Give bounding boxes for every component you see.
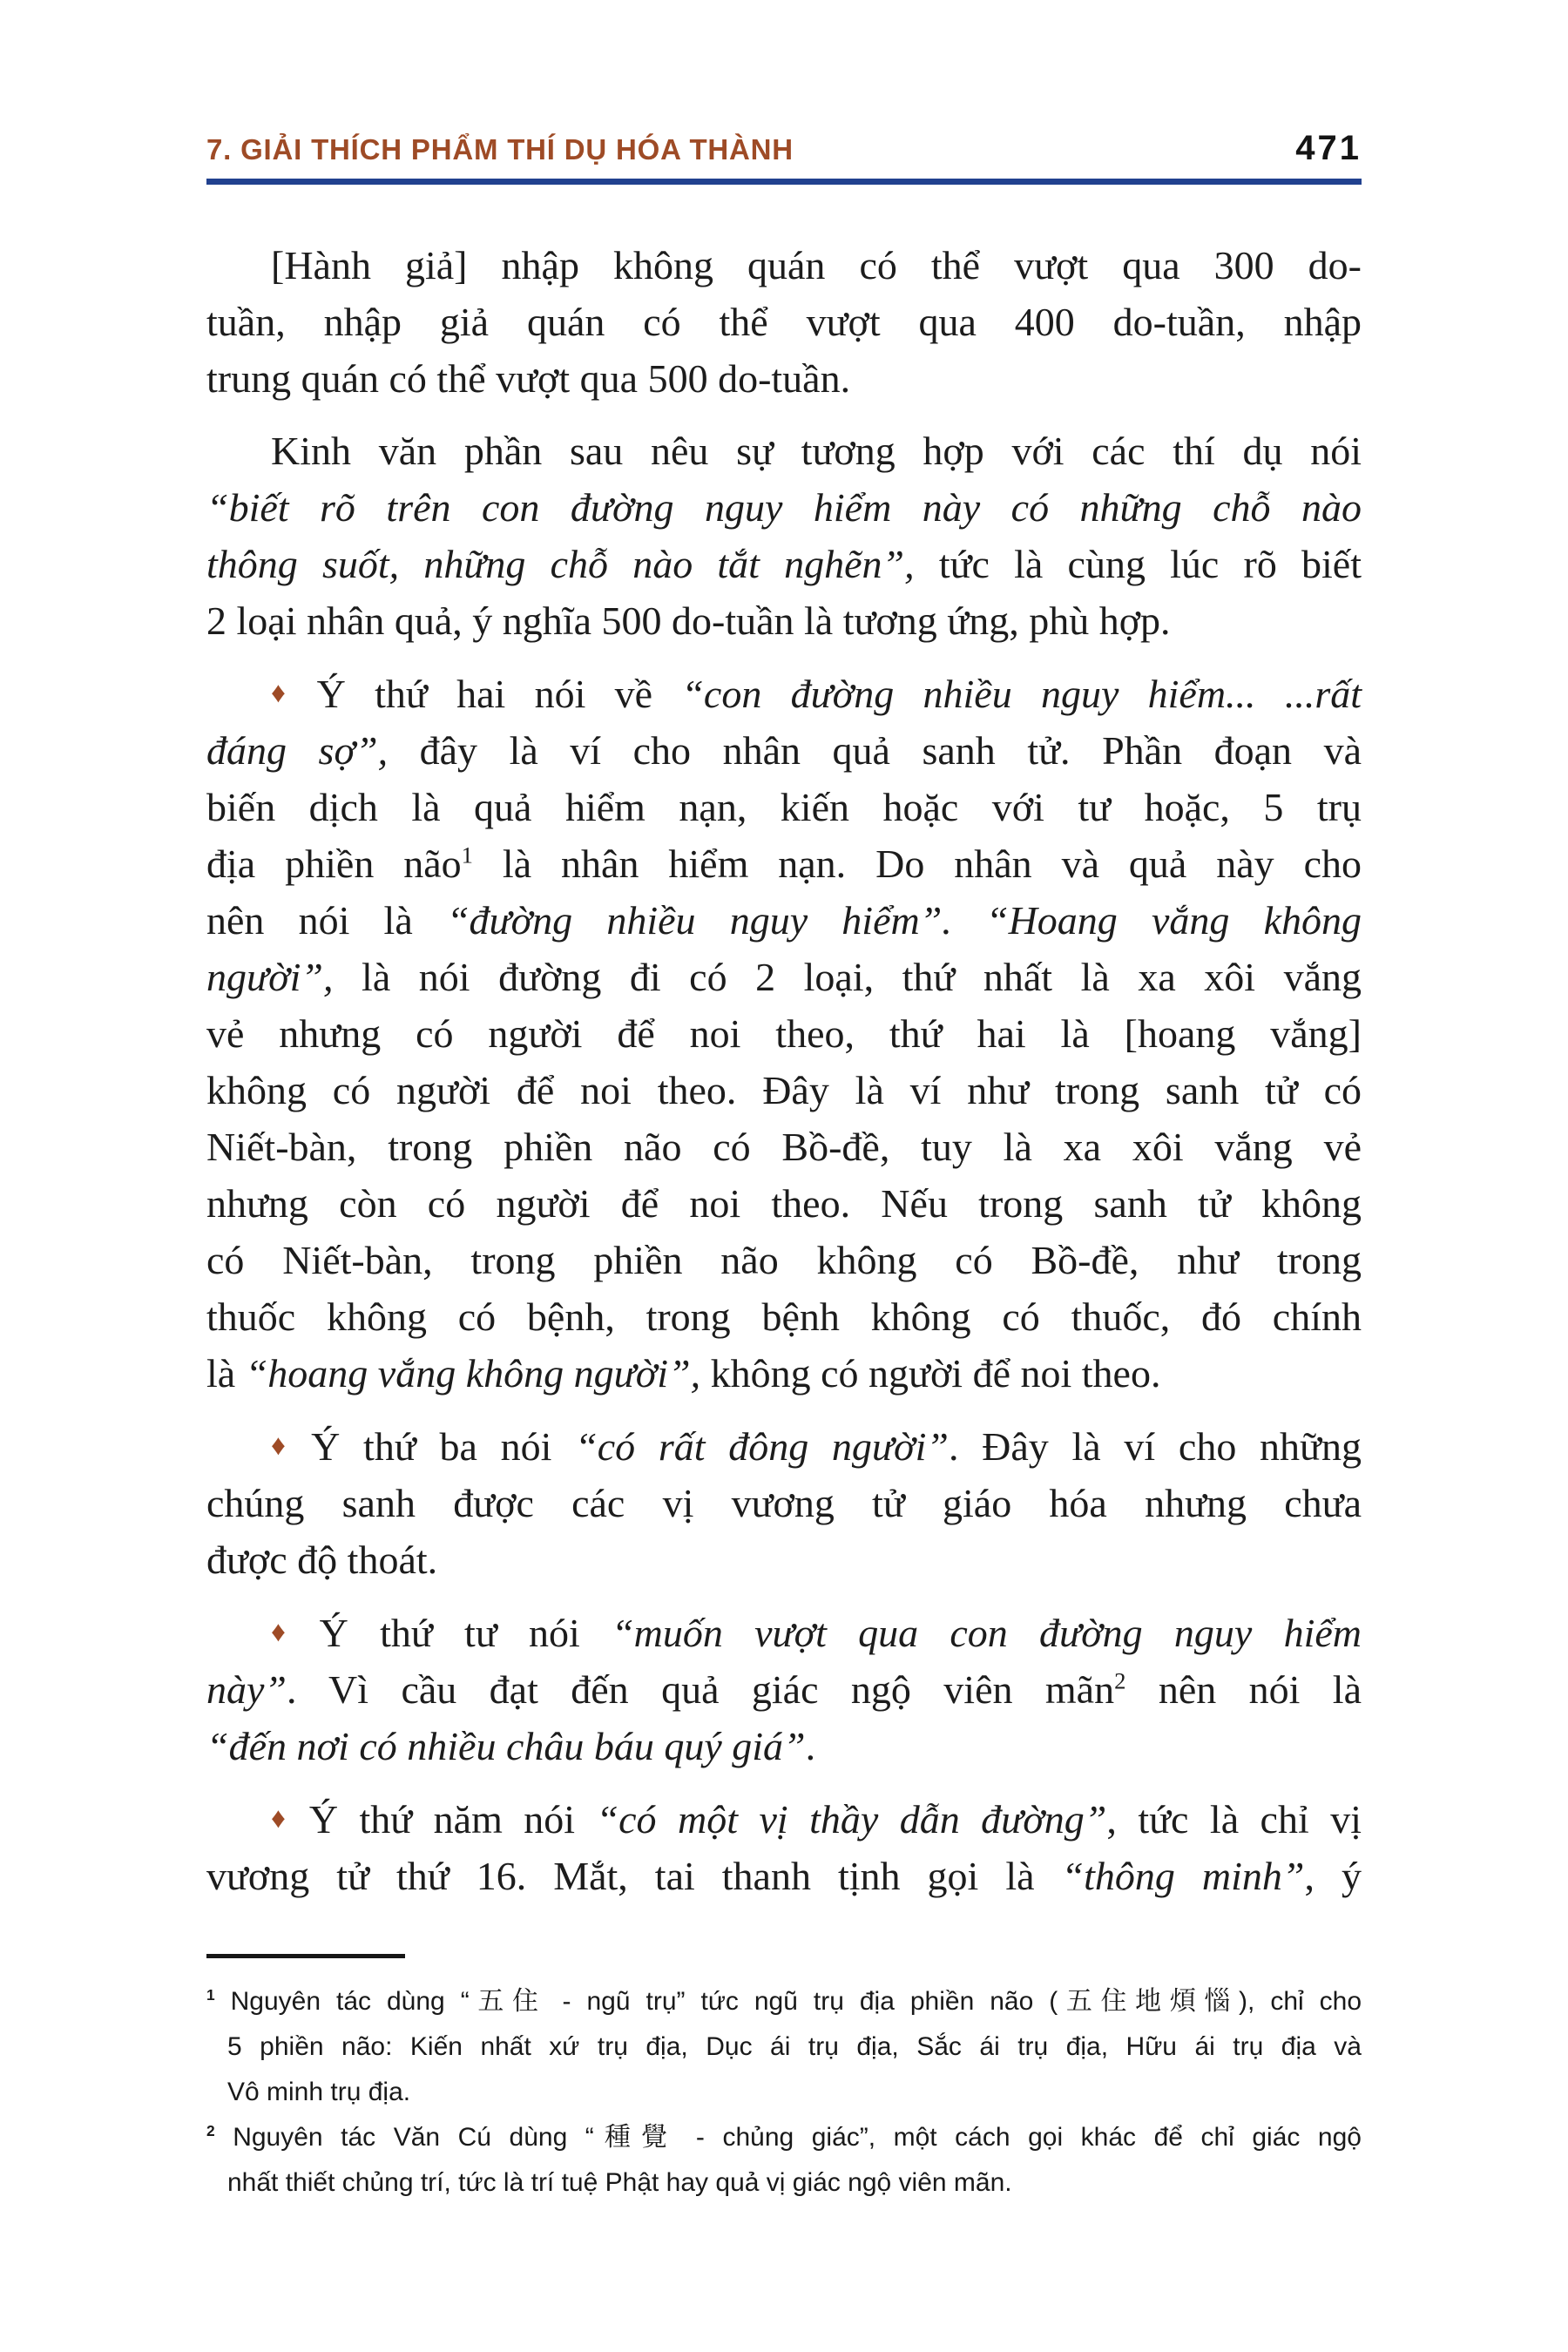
text-line [206,1175,1362,1232]
text-line [206,237,1362,294]
text-run: Vô minh trụ địa. [227,2078,411,2106]
text-line [206,536,1362,592]
text-run: địa phiền não [206,841,462,886]
text-line [206,1475,1362,1531]
text-run: trung quán có thể vượt qua 500 do-tuần. [206,356,851,401]
bulleted-paragraph [206,665,1362,1402]
quoted-italic-text: “hoang vắng không người”, [245,1351,701,1396]
text-run: nên nói là [206,898,447,943]
text-run: Niết-bàn, trong phiền não có Bồ-đề, tuy là xa xôi vắng vẻ [206,1125,1362,1169]
text-run: đây là ví cho nhân quả sanh tử. Phần đoạn và [388,728,1362,773]
body-text-column [206,237,1362,1920]
footnote-line [206,2160,1362,2206]
text-line [206,479,1362,536]
footnote-separator-rule [206,1954,405,1958]
text-run: tuần, nhập giả quán có thể vượt qua 400 do-tuần, nhập [206,300,1362,344]
text-run: là nhân hiểm nạn. Do nhân và quả này cho [473,841,1362,886]
quoted-italic-text: “biết rõ trên con đường nguy hiểm này có những chỗ nào [206,485,1362,530]
body-paragraph [206,422,1362,649]
diamond-bullet-icon: ♦ [271,1429,300,1462]
quoted-italic-text: “con đường nhiều nguy hiểm... ...rất [681,672,1362,716]
text-run: , tức là chỉ vị [1106,1797,1362,1842]
quoted-italic-text: “đường nhiều nguy hiểm”. “Hoang vắng không [446,898,1362,943]
running-header [206,129,1362,168]
text-run: không có người để noi theo. [700,1351,1161,1396]
text-line [206,1232,1362,1288]
text-run: Nguyên tác Văn Cú dùng “種覺 - chủng giác”, một cách gọi khác để chỉ giác ngộ [214,2123,1362,2152]
text-line [206,779,1362,835]
text-run: có Niết-bàn, trong phiền não không có Bồ-đề, như trong [206,1238,1362,1282]
quoted-italic-text: này” [206,1667,287,1712]
quoted-italic-text: “có rất đông người” [575,1424,949,1469]
footnote-line [206,2115,1362,2160]
footnote-reference-marker: 2 [1114,1667,1126,1694]
text-line [206,1531,1362,1588]
text-run: nhưng còn có người để noi theo. Nếu trong sanh tử không [206,1181,1362,1226]
diamond-bullet-icon: ♦ [271,1616,308,1648]
text-line [206,665,1362,722]
quoted-italic-text: thông suốt, những chỗ nào tắt nghẽn”, [206,542,915,586]
text-run: 5 phiền não: Kiến nhất xứ trụ địa, Dục ái trụ địa, Sắc ái trụ địa, Hữu ái trụ địa và [227,2032,1362,2061]
footnotes-block [206,1979,1362,2206]
text-run: vẻ nhưng có người để noi theo, thứ hai là [hoang vắng] [206,1011,1362,1056]
quoted-italic-text: “muốn vượt qua con đường nguy hiểm [612,1611,1362,1655]
text-run: Kinh văn phần sau nêu sự tương hợp với các thí dụ nói [271,429,1362,473]
text-run: Ý thứ năm nói [308,1797,597,1842]
footnote-line [206,1979,1362,2024]
footnote [206,1979,1362,2115]
text-run: . Đây là ví cho những [948,1424,1362,1469]
text-line [206,1345,1362,1402]
text-run: vương tử thứ 16. Mắt, tai thanh tịnh gọi là [206,1854,1062,1898]
text-run: nên nói là [1125,1667,1362,1712]
text-line [206,1848,1362,1904]
text-run: [Hành giả] nhập không quán có thể vượt qua 300 do- [271,243,1362,287]
text-line [206,892,1362,949]
text-line [206,592,1362,649]
text-run: Ý thứ ba nói [311,1424,576,1469]
text-run: Ý thứ hai nói về [316,672,682,716]
text-line [206,1288,1362,1345]
text-line [206,350,1362,407]
quoted-italic-text: “có một vị thầy dẫn đường” [596,1797,1107,1842]
text-run: nhất thiết chủng trí, tức là trí tuệ Phật hay quả vị giác ngộ viên mãn. [227,2168,1012,2197]
text-run: tức là cùng lúc rõ biết [914,542,1362,586]
diamond-bullet-icon: ♦ [271,1802,297,1835]
text-line [206,1062,1362,1119]
text-line [206,1417,1362,1475]
text-run: , ý [1304,1854,1362,1898]
quoted-italic-text: “đến nơi có nhiều châu báu quý giá” [206,1724,806,1768]
header-rule-divider [206,179,1362,185]
text-line [206,294,1362,350]
bulleted-paragraph [206,1790,1362,1904]
text-line [206,1604,1362,1661]
footnote-reference-marker: 1 [206,1986,215,2004]
text-run: Nguyên tác dùng “五住 - ngũ trụ” tức ngũ trụ địa phiền não (五住地煩惱), chỉ cho [214,1987,1362,2016]
footnote-reference-marker: 1 [461,841,473,868]
page-number: 471 [1295,129,1362,167]
body-paragraph [206,237,1362,407]
quoted-italic-text: người”, [206,955,334,999]
footnote-reference-marker: 2 [206,2122,215,2139]
footnote-line [206,2070,1362,2115]
text-run: 2 loại nhân quả, ý nghĩa 500 do-tuần là tương ứng, phù hợp. [206,598,1171,643]
text-run: được độ thoát. [206,1538,438,1582]
text-run: là [206,1351,246,1396]
bulleted-paragraph [206,1417,1362,1588]
text-line [206,1005,1362,1062]
footnote-line [206,2024,1362,2070]
text-run: là nói đường đi có 2 loại, thứ nhất là xa xôi vắng [333,955,1362,999]
text-line [206,1718,1362,1774]
text-line [206,835,1362,892]
text-run: biến dịch là quả hiểm nạn, kiến hoặc với tư hoặc, 5 trụ [206,785,1362,829]
text-line [206,722,1362,779]
diamond-bullet-icon: ♦ [271,677,305,709]
page-header [206,129,1362,185]
text-run: . Vì cầu đạt đến quả giác ngộ viên mãn [287,1667,1115,1712]
text-run: chúng sanh được các vị vương tử giáo hóa nhưng chưa [206,1481,1362,1525]
text-run: thuốc không có bệnh, trong bệnh không có thuốc, đó chính [206,1294,1362,1339]
footnote [206,2115,1362,2206]
text-line [206,949,1362,1005]
text-line [206,1790,1362,1848]
bulleted-paragraph [206,1604,1362,1774]
running-header-title: 7. GIẢI THÍCH PHẨM THÍ DỤ HÓA THÀNH [206,133,794,166]
quoted-italic-text: đáng sợ”, [206,728,389,773]
text-line [206,1661,1362,1718]
text-line [206,422,1362,479]
text-line [206,1119,1362,1175]
text-run: . [805,1724,816,1768]
quoted-italic-text: “thông minh” [1061,1854,1305,1898]
text-run: Ý thứ tư nói [319,1611,612,1655]
text-run: không có người để noi theo. Đây là ví như trong sanh tử có [206,1068,1362,1112]
